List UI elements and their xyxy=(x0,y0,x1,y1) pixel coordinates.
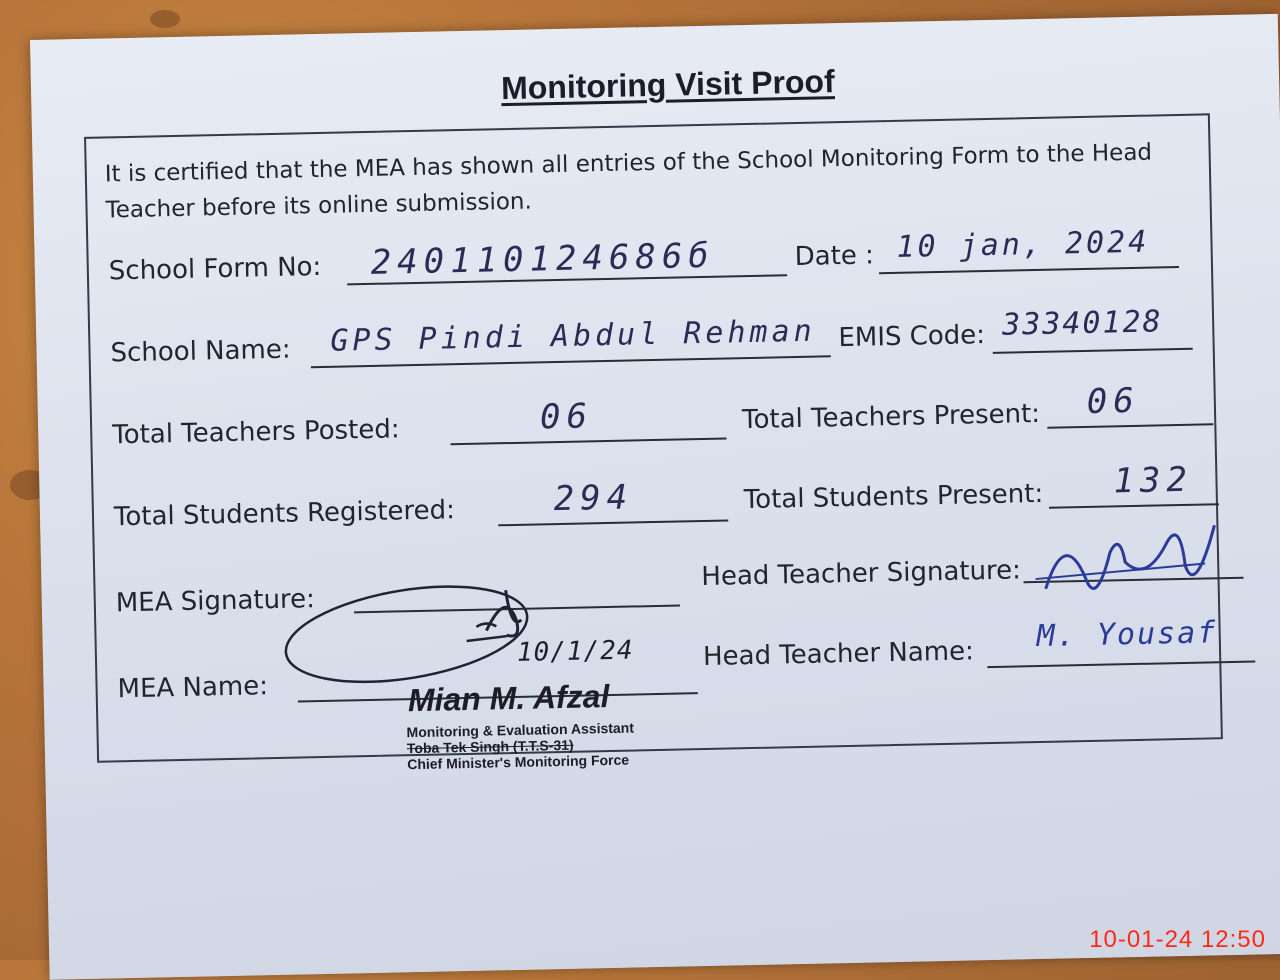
students-registered-label: Total Students Registered: xyxy=(113,495,456,533)
head-teacher-name-value: M. Yousaf xyxy=(1036,615,1218,655)
students-present-label: Total Students Present: xyxy=(743,478,1044,516)
mea-signature-date: 10/1/24 xyxy=(516,635,634,668)
teachers-posted-line xyxy=(451,438,727,446)
stamp-line-3: Chief Minister's Monitoring Force xyxy=(407,751,630,773)
teachers-present-line xyxy=(1047,423,1213,428)
teachers-present-value: 06 xyxy=(1086,380,1141,422)
stamp-line-2: Toba Tek Singh (T.T.S-31) xyxy=(406,736,574,757)
stamp-name: Mian M. Afzal xyxy=(407,678,610,719)
date-line xyxy=(879,266,1179,274)
school-form-no-label: School Form No: xyxy=(108,251,322,287)
school-form-no-value: 240110124686б xyxy=(370,235,716,283)
certification-text: It is certified that the MEA has shown all entries of the School Monitoring Form to the Head Teacher before its online submission. xyxy=(104,139,1153,224)
teachers-present-label: Total Teachers Present: xyxy=(741,398,1041,436)
emis-code-line xyxy=(993,348,1193,354)
form-title: Monitoring Visit Proof xyxy=(500,63,836,107)
stamp-line-1: Monitoring & Evaluation Assistant xyxy=(406,719,635,741)
school-name-label: School Name: xyxy=(110,334,291,369)
date-label: Date : xyxy=(794,240,875,273)
form-frame xyxy=(84,113,1223,773)
head-teacher-signature-label: Head Teacher Signature: xyxy=(701,555,1022,593)
camera-timestamp: 10-01-24 12:50 xyxy=(1089,926,1266,953)
emis-code-label: EMIS Code: xyxy=(838,320,986,354)
students-registered-line xyxy=(498,519,728,526)
school-name-value: GPS Pindi Abdul Rehman xyxy=(330,313,816,359)
head-teacher-signature-scribble xyxy=(1024,505,1236,609)
teachers-posted-value: 06 xyxy=(539,396,594,438)
students-present-value: 132 xyxy=(1113,459,1194,502)
mea-name-label: MEA Name: xyxy=(117,671,269,705)
head-teacher-name-line xyxy=(987,660,1255,668)
teachers-posted-label: Total Teachers Posted: xyxy=(111,414,400,451)
form-paper xyxy=(30,14,1280,980)
mea-signature-label: MEA Signature: xyxy=(115,584,316,619)
students-registered-value: 294 xyxy=(553,477,634,520)
head-teacher-name-label: Head Teacher Name: xyxy=(702,636,975,673)
emis-code-value: 33340128 xyxy=(1001,304,1164,343)
date-value: 10 jan, 2024 xyxy=(896,224,1150,265)
